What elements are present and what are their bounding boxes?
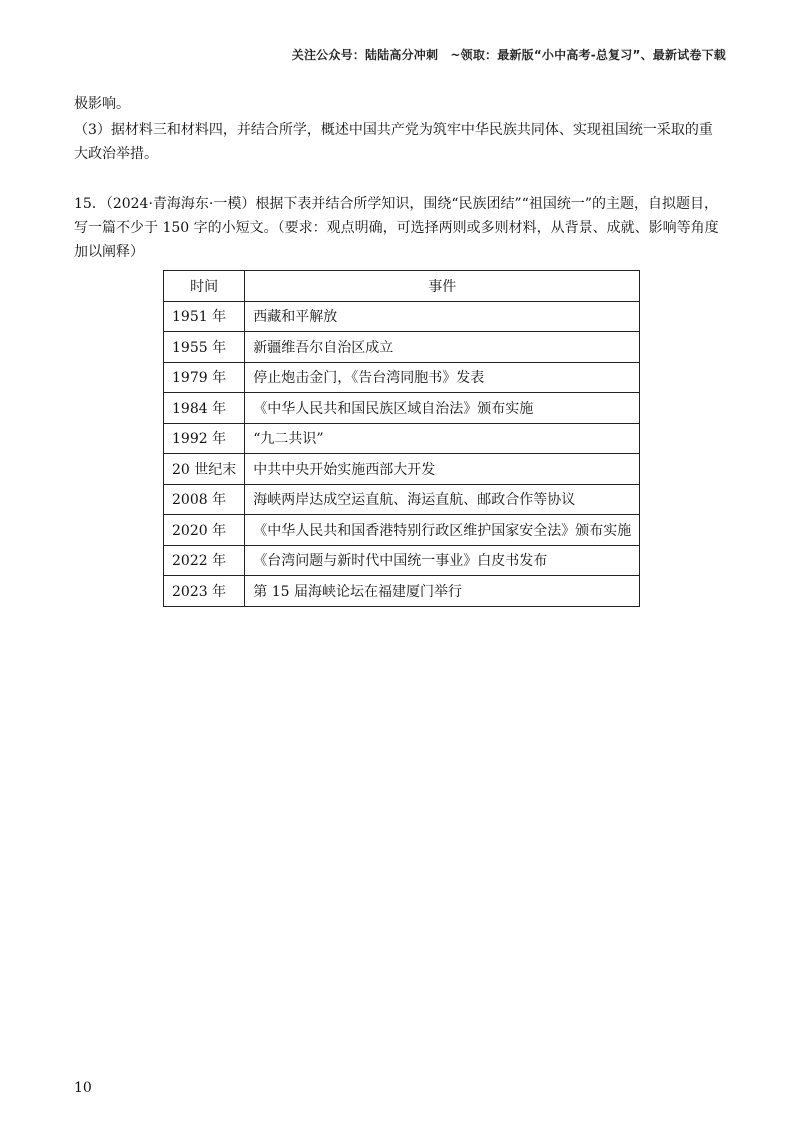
table-cell-event: 海峡两岸达成空运直航、海运直航、邮政合作等协议 (245, 484, 640, 515)
column-header-event: 事件 (245, 271, 640, 302)
column-header-time: 时间 (164, 271, 245, 302)
table-cell-event: 新疆维吾尔自治区成立 (245, 332, 640, 363)
table-cell-event: 第 15 届海峡论坛在福建厦门举行 (245, 576, 640, 607)
table-cell-event: 《中华人民共和国民族区域自治法》颁布实施 (245, 393, 640, 424)
table-cell-year: 2020 年 (164, 515, 245, 546)
table-cell-year: 2023 年 (164, 576, 245, 607)
table-row (164, 301, 640, 332)
table-cell-event: 停止炮击金门，《告台湾同胞书》发表 (245, 362, 640, 393)
table-row (164, 332, 640, 363)
table-cell-year: 1992 年 (164, 423, 245, 454)
table-row (164, 423, 640, 454)
table-row (164, 545, 640, 576)
question-3-text: （3）据材料三和材料四，并结合所学，概述中国共产党为筑牢中华民族共同体、实现祖国统一采取的重大政治举措。 (74, 122, 713, 162)
table-cell-event: 《台湾问题与新时代中国统一事业》白皮书发布 (245, 545, 640, 576)
table-cell-event: 中共中央开始实施西部大开发 (245, 454, 640, 485)
table-cell-year: 20 世纪末 (164, 454, 245, 485)
page-header: 关注公众号：陆陆高分冲刺 ~领取：最新版“小中高考-总复习”、最新试卷下载 (291, 48, 726, 62)
question-15-text: 15．（2024·青海海东·一模）根据下表并结合所学知识，围绕“民族团结”“祖国统一”的主题，自拟题目，写一篇不少于 150 字的小短文。（要求：观点明确，可选择两则或多则材料，从背景、成就、影响等角度加以阐释） (74, 196, 719, 260)
table-cell-event: “九二共识” (245, 423, 640, 454)
table-cell-event: 《中华人民共和国香港特别行政区维护国家安全法》颁布实施 (245, 515, 640, 546)
table-cell-year: 2022 年 (164, 545, 245, 576)
table-row (164, 393, 640, 424)
table-row (164, 454, 640, 485)
paragraph-continuation: 极影响。 (74, 96, 130, 112)
table-cell-year: 1951 年 (164, 301, 245, 332)
table-cell-year: 2008 年 (164, 484, 245, 515)
table-header-row (164, 271, 640, 302)
page-number: 10 (74, 1080, 92, 1096)
table-row (164, 576, 640, 607)
table-row (164, 515, 640, 546)
table-cell-year: 1979 年 (164, 362, 245, 393)
table-cell-year: 1984 年 (164, 393, 245, 424)
table-row (164, 362, 640, 393)
table-cell-event: 西藏和平解放 (245, 301, 640, 332)
events-table (163, 270, 640, 607)
table-row (164, 484, 640, 515)
table-cell-year: 1955 年 (164, 332, 245, 363)
